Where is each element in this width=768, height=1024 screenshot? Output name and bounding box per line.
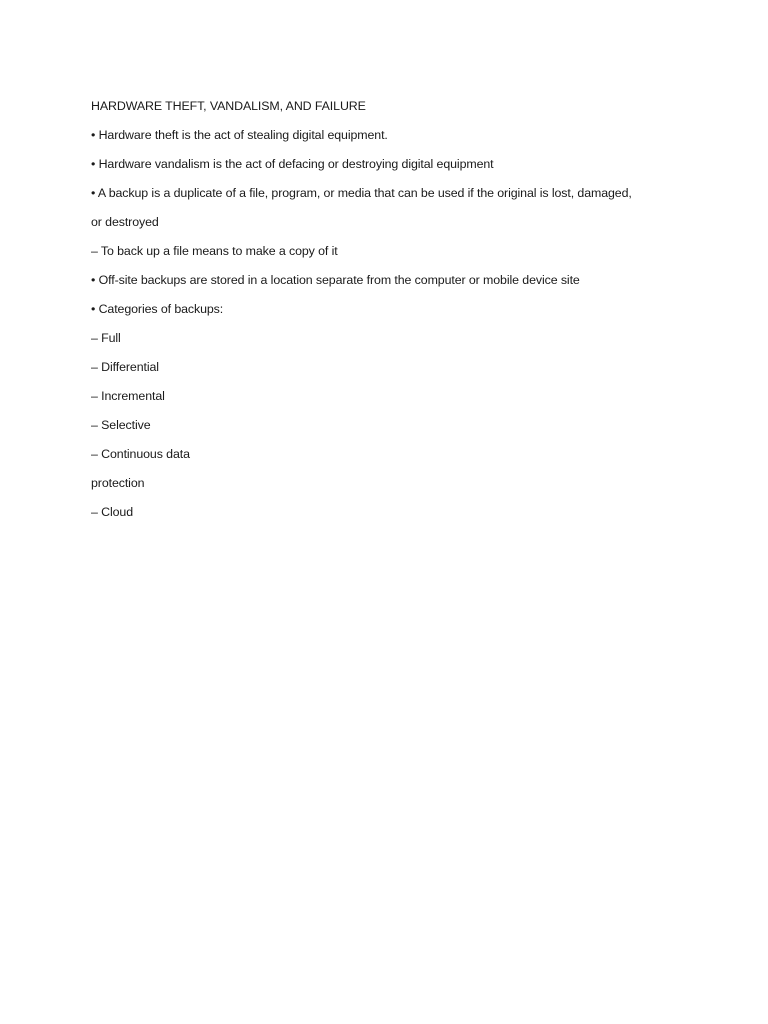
category-cloud: – Cloud — [91, 505, 134, 519]
bullet-backup-definition: • A backup is a duplicate of a file, program, or media that can be used if the original is lost, damaged, — [91, 186, 632, 200]
subitem-back-up-file: – To back up a file means to make a copy of it — [91, 244, 338, 258]
category-continuous-data: – Continuous data — [91, 447, 190, 461]
category-incremental: – Incremental — [91, 389, 165, 403]
bullet-off-site-backups: • Off-site backups are stored in a location separate from the computer or mobile device site — [91, 273, 580, 287]
bullet-categories-of-backups: • Categories of backups: — [91, 302, 224, 316]
document-body — [91, 92, 691, 527]
category-continuous-data-continued: protection — [91, 476, 145, 490]
bullet-backup-definition-continued: or destroyed — [91, 215, 159, 229]
category-full: – Full — [91, 331, 121, 345]
bullet-hardware-vandalism: • Hardware vandalism is the act of defacing or destroying digital equipment — [91, 157, 494, 171]
category-differential: – Differential — [91, 360, 159, 374]
bullet-hardware-theft: • Hardware theft is the act of stealing digital equipment. — [91, 128, 388, 142]
document-heading: HARDWARE THEFT, VANDALISM, AND FAILURE — [91, 99, 366, 113]
category-selective: – Selective — [91, 418, 151, 432]
